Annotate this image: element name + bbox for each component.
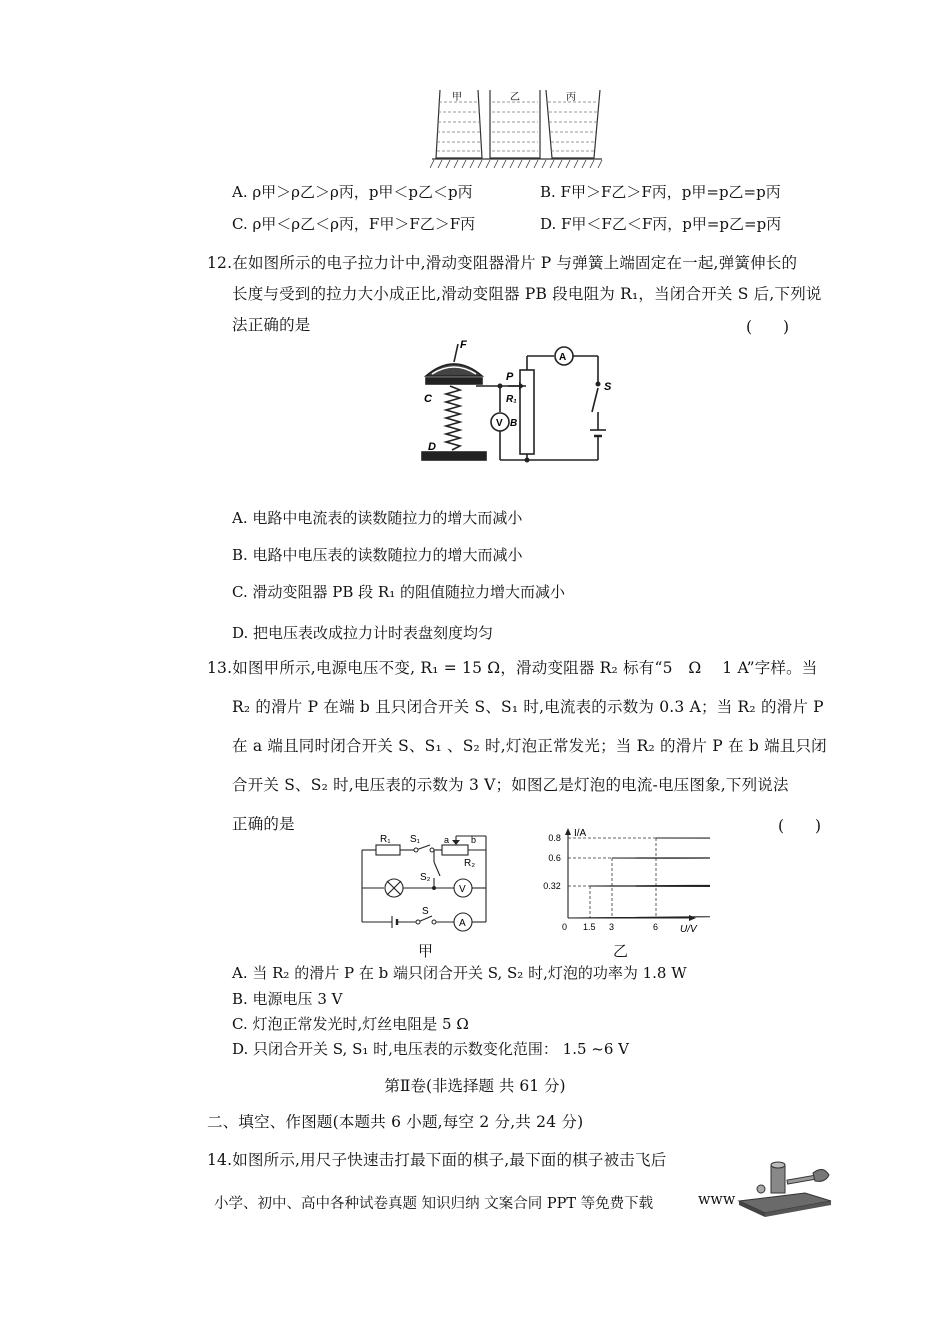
fig12-label-b: B bbox=[510, 418, 518, 429]
fig-label-yi: 乙 bbox=[613, 942, 629, 960]
circuit-label-r1: R₁ bbox=[380, 834, 391, 845]
chess-stack-figure bbox=[735, 1155, 835, 1221]
q13-stem-line-4: 合开关 S、S₂ 时,电压表的示数为 3 V；如图乙是灯泡的电流-电压图象,下列说法 bbox=[232, 776, 789, 794]
footer-text: 小学、初中、高中各种试卷真题 知识归纳 文案合同 PPT 等免费下载 bbox=[214, 1196, 654, 1212]
q13-option-c: C. 灯泡正常发光时,灯丝电阻是 5 Ω bbox=[232, 1015, 469, 1033]
q13-stem-line-1: 13.如图甲所示,电源电压不变, R₁ = 15 Ω，滑动变阻器 R₂ 标有“5 Ω 1 A”字样。当 bbox=[207, 659, 818, 677]
fig12-label-f: F bbox=[460, 339, 467, 351]
q11-option-c: C. ρ甲＜ρ乙＜ρ丙，F甲＞F乙＞F丙 bbox=[232, 215, 476, 233]
fig12-label-p: P bbox=[506, 371, 514, 383]
q12-option-b: B. 电路中电压表的读数随拉力的增大而减小 bbox=[232, 546, 523, 564]
fig12-label-s: S bbox=[604, 381, 612, 393]
circuit-label-s1: S₁ bbox=[410, 834, 421, 845]
footer-url: www bbox=[698, 1192, 736, 1208]
fig-label-jia: 甲 bbox=[418, 942, 434, 960]
chart-x-tick: 1.5 bbox=[583, 922, 596, 932]
q12-stem-line-3: 法正确的是 bbox=[232, 316, 311, 334]
q11-option-b: B. F甲＞F乙＞F丙，p甲=p乙=p丙 bbox=[540, 183, 781, 201]
fig12-voltmeter-label: V bbox=[496, 418, 503, 429]
chart-xlabel: U/V bbox=[680, 924, 697, 935]
q14-stem: 14.如图所示,用尺子快速击打最下面的棋子,最下面的棋子被击飞后 bbox=[207, 1151, 667, 1169]
container-label-yi: 乙 bbox=[510, 92, 520, 103]
chart-y-tick: 0.32 bbox=[543, 881, 561, 891]
containers-figure bbox=[430, 88, 605, 170]
q13-stem-line-5: 正确的是 bbox=[232, 815, 295, 833]
q13-stem-line-2: R₂ 的滑片 P 在端 b 且只闭合开关 S、S₁ 时,电流表的示数为 0.3 A；当 R₂ 的滑片 P bbox=[232, 698, 824, 716]
chart-x-tick: 0 bbox=[562, 922, 568, 932]
chart-y-tick: 0.6 bbox=[548, 853, 561, 863]
chart-x-tick: 6 bbox=[653, 922, 659, 932]
circuit-label-b: b bbox=[471, 835, 477, 845]
iu-curve bbox=[568, 838, 710, 918]
section2-title: 第Ⅱ卷(非选择题 共 61 分) bbox=[384, 1077, 566, 1095]
q11-option-d: D. F甲＜F乙＜F丙，p甲=p乙=p丙 bbox=[540, 215, 782, 233]
q12-answer-paren: ( ) bbox=[746, 318, 790, 336]
q12-option-a: A. 电路中电流表的读数随拉力的增大而减小 bbox=[232, 509, 523, 527]
q13-option-d: D. 只闭合开关 S, S₁ 时,电压表的示数变化范围： 1.5 ~6 V bbox=[232, 1040, 630, 1058]
chart-ylabel: I/A bbox=[574, 828, 587, 839]
q13-stem-line-3: 在 a 端且同时闭合开关 S、S₁ 、S₂ 时,灯泡正常发光；当 R₂ 的滑片 P 在 b 端且只闭 bbox=[232, 737, 827, 755]
fig12-label-d: D bbox=[428, 441, 436, 453]
q13-option-a: A. 当 R₂ 的滑片 P 在 b 端只闭合开关 S, S₂ 时,灯泡的功率为 1.8 W bbox=[232, 964, 687, 982]
q11-option-a: A. ρ甲＞ρ乙＞ρ丙，p甲＜p乙＜p丙 bbox=[232, 183, 473, 201]
chart-x-tick: 3 bbox=[609, 922, 615, 932]
fig12-label-r1: R₁ bbox=[506, 394, 517, 405]
q13-answer-paren: ( ) bbox=[778, 817, 822, 835]
circuit-voltmeter-label: V bbox=[459, 884, 466, 895]
container-label-jia: 甲 bbox=[452, 92, 462, 103]
circuit-label-s2: S₂ bbox=[420, 872, 431, 883]
circuit-ammeter-label: A bbox=[459, 918, 466, 929]
section2-heading: 二、填空、作图题(本题共 6 小题,每空 2 分,共 24 分) bbox=[207, 1113, 584, 1131]
q13-option-b: B. 电源电压 3 V bbox=[232, 990, 343, 1008]
circuit-label-r2: R₂ bbox=[464, 858, 476, 869]
q12-stem-line-2: 长度与受到的拉力大小成正比,滑动变阻器 PB 段电阻为 R₁，当闭合开关 S 后,下列说 bbox=[232, 285, 822, 303]
q12-option-c: C. 滑动变阻器 PB 段 R₁ 的阻值随拉力增大而减小 bbox=[232, 583, 565, 601]
circuit-label-a: a bbox=[444, 835, 450, 845]
q12-option-d: D. 把电压表改成拉力计时表盘刻度均匀 bbox=[232, 624, 494, 642]
fig12-label-c: C bbox=[424, 393, 432, 405]
chart-y-tick: 0.8 bbox=[548, 833, 561, 843]
container-label-bing: 丙 bbox=[566, 92, 576, 103]
q12-stem-line-1: 12.在如图所示的电子拉力计中,滑动变阻器滑片 P 与弹簧上端固定在一起,弹簧伸长的 bbox=[207, 254, 798, 272]
iu-chart bbox=[540, 826, 710, 936]
circuit-figure-jia bbox=[358, 832, 493, 932]
tension-meter-figure bbox=[416, 338, 616, 470]
circuit-label-s: S bbox=[422, 906, 429, 917]
fig12-ammeter-label: A bbox=[559, 352, 567, 363]
